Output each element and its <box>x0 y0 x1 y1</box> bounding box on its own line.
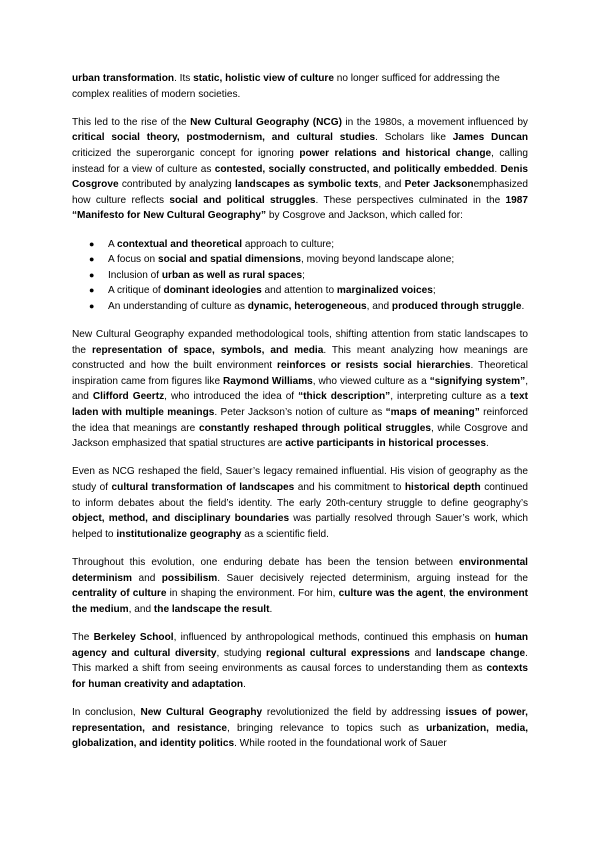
bold-phrase: active participants in historical processes <box>285 438 487 450</box>
bold-phrase: critical social theory, postmodernism, and cultural studies <box>72 132 376 144</box>
text-run: approach to culture; <box>242 238 335 250</box>
bold-phrase: New Cultural Geography <box>140 706 263 718</box>
bold-phrase: New Cultural Geography (NCG) <box>190 116 342 128</box>
text-run: , and <box>378 179 405 191</box>
text-run: . Peter Jackson’s notion of culture as <box>214 407 386 419</box>
bold-phrase: landscapes as symbolic texts <box>234 179 379 191</box>
bold-phrase: dynamic, heterogeneous <box>247 300 367 312</box>
bold-phrase: “maps of meaning” <box>385 407 480 419</box>
bold-phrase: institutionalize geography <box>116 528 242 540</box>
bold-phrase: “thick description” <box>298 391 391 403</box>
bold-phrase: cultural transformation of landscapes <box>111 482 295 494</box>
text-run: emphasized how culture reflects <box>72 179 528 206</box>
intro-section <box>72 71 528 224</box>
text-run: continued to inform debates about the field’s identity. The early 20th-century struggle to define geography’s <box>72 482 528 509</box>
text-run: . These perspectives culminated in the <box>315 194 506 206</box>
bullet-item <box>72 252 528 268</box>
text-run: A <box>108 238 117 250</box>
bold-phrase: possibilism <box>161 572 218 584</box>
text-run: , while Cosgrove and Jackson emphasized that spatial structures are <box>72 422 529 450</box>
bold-phrase: urban transformation <box>72 73 175 84</box>
text-run: The <box>72 631 94 643</box>
text-run: was partially resolved through Sauer’s work, which helped to <box>72 513 528 540</box>
manifesto-bullet-list <box>72 237 528 315</box>
bullet-item <box>72 299 528 315</box>
paragraph <box>72 705 528 752</box>
text-run: and <box>132 572 162 584</box>
text-run: . Theoretical inspiration came from figures like <box>72 360 528 387</box>
bold-phrase: dominant ideologies <box>163 285 262 297</box>
paragraph <box>72 115 528 224</box>
bold-phrase: regional cultural expressions <box>266 647 410 659</box>
text-run: Inclusion of <box>108 269 162 281</box>
bullet-item <box>72 268 528 284</box>
text-run: . <box>269 603 273 615</box>
bold-phrase: text laden with multiple meanings <box>72 391 528 419</box>
bullet-item <box>72 283 528 299</box>
bold-phrase: object, method, and disciplinary boundaries <box>72 513 290 525</box>
text-run: . <box>243 678 246 690</box>
bold-phrase: James Duncan <box>452 132 528 144</box>
bold-phrase: representation of space, symbols, and media <box>91 344 324 356</box>
bold-phrase: landscape change <box>435 647 526 659</box>
bold-phrase: contextual and theoretical <box>116 238 243 250</box>
text-run: , and <box>366 300 392 312</box>
bold-phrase: contexts for human creativity and adaptation <box>72 663 528 690</box>
bold-phrase: centrality of culture <box>72 588 167 600</box>
text-run: , studying <box>216 647 267 659</box>
body-section <box>72 327 528 752</box>
text-run: A focus on <box>108 254 158 266</box>
bullet-dot-icon: ● <box>89 285 95 296</box>
paragraph <box>72 71 528 102</box>
bold-phrase: historical depth <box>404 482 481 494</box>
bold-phrase: the environment the medium <box>72 588 528 615</box>
text-run: New Cultural Geography expanded methodological tools, shifting attention from static landscapes to the <box>72 329 528 356</box>
paragraph <box>72 464 528 542</box>
paragraph <box>72 327 528 452</box>
text-run: as a scientific field. <box>241 528 329 540</box>
text-run: An understanding of culture as <box>108 300 248 312</box>
bold-phrase: Raymond Williams <box>223 375 313 387</box>
text-run: This led to the rise of the <box>72 116 191 128</box>
text-run: . Scholars like <box>375 132 453 144</box>
bold-phrase: produced through struggle <box>391 300 522 312</box>
bold-phrase: “signifying system” <box>429 375 526 387</box>
text-run: , influenced by anthropological methods, continued this emphasis on <box>173 631 495 643</box>
text-run: , bringing relevance to topics such as <box>227 722 427 734</box>
text-run: no longer sufficed for addressing the complex realities of modern societies. <box>72 73 500 100</box>
paragraph <box>72 630 528 692</box>
bold-phrase: 1987 “Manifesto for New Cultural Geography” <box>72 194 529 222</box>
text-run: Even as NCG reshaped the field, Sauer’s legacy remained influential. His vision of geography as the study of <box>72 466 528 494</box>
bold-phrase: static, holistic view of culture <box>193 73 334 84</box>
bold-phrase: Clifford Geertz <box>92 391 165 403</box>
text-run: . While rooted in the foundational work of Sauer <box>234 738 447 750</box>
text-run: in shaping the environment. For him, <box>166 588 339 600</box>
bold-phrase: culture was the agent <box>338 588 444 600</box>
bold-phrase: social and spatial dimensions <box>157 254 301 266</box>
bold-phrase: constantly reshaped through political struggles <box>198 422 431 434</box>
bold-phrase: Peter Jackson <box>404 179 474 191</box>
text-run: . Sauer decisively rejected determinism, arguing instead for the <box>217 572 528 584</box>
text-run: In conclusion, <box>72 706 141 718</box>
text-run: , interpreting culture as a <box>390 391 511 403</box>
text-run: . <box>486 438 489 450</box>
text-run: and his commitment to <box>294 482 405 494</box>
bullet-dot-icon: ● <box>89 269 95 280</box>
bold-phrase: the landscape the result <box>153 603 270 615</box>
text-run: , calling instead for a view of culture as <box>72 147 528 175</box>
document-body <box>72 71 528 764</box>
bold-phrase: Denis Cosgrove <box>72 163 529 191</box>
text-run: , <box>443 588 450 600</box>
bold-phrase: contested, socially constructed, and politically embedded <box>214 163 495 175</box>
text-run: reinforced the idea that meanings are <box>72 407 528 434</box>
bold-phrase: social and political struggles <box>169 194 316 206</box>
bold-phrase: power relations and historical change <box>299 147 492 159</box>
text-run: , and <box>128 603 154 615</box>
bullet-item <box>72 237 528 253</box>
text-run: in the 1980s, a movement influenced by <box>341 116 528 128</box>
text-run: A critique of <box>108 285 164 297</box>
bold-phrase: Berkeley School <box>93 631 174 643</box>
bold-phrase: urban as well as rural spaces <box>161 269 303 281</box>
text-run: , moving beyond landscape alone; <box>301 254 455 266</box>
paragraph <box>72 555 528 617</box>
text-run: . This marked a shift from seeing environments as causal forces to understanding them as <box>72 647 528 675</box>
bullet-dot-icon: ● <box>89 300 95 311</box>
text-run: . <box>521 300 525 312</box>
text-run: revolutionized the field by addressing <box>262 706 446 718</box>
text-run: . <box>494 163 501 175</box>
text-run: and <box>409 647 436 659</box>
bold-phrase: issues of power, representation, and resistance <box>72 706 528 734</box>
text-run: ; <box>302 269 305 281</box>
text-run: . This meant analyzing how meanings are constructed and how the built environment <box>72 344 528 372</box>
text-run: and attention to <box>261 285 337 297</box>
text-run: criticized the superorganic concept for ignoring <box>72 147 300 159</box>
text-run: . Its <box>174 73 194 84</box>
text-run: contributed by analyzing <box>118 179 235 191</box>
bold-phrase: marginalized voices <box>336 285 433 297</box>
bullet-dot-icon: ● <box>89 254 95 265</box>
bullet-dot-icon: ● <box>89 238 95 249</box>
text-run: by Cosgrove and Jackson, which called for: <box>266 210 463 222</box>
bold-phrase: reinforces or resists social hierarchies <box>277 360 471 372</box>
text-run: , who viewed culture as a <box>312 375 430 387</box>
bold-phrase: environmental determinism <box>72 557 528 584</box>
text-run: , who introduced the idea of <box>164 391 299 403</box>
text-run: , and <box>72 375 528 403</box>
bold-phrase: human agency and cultural diversity <box>72 631 528 659</box>
text-run: Throughout this evolution, one enduring debate has been the tension between <box>72 557 459 568</box>
text-run: ; <box>432 285 436 297</box>
bold-phrase: urbanization, media, globalization, and identity politics <box>72 722 529 750</box>
